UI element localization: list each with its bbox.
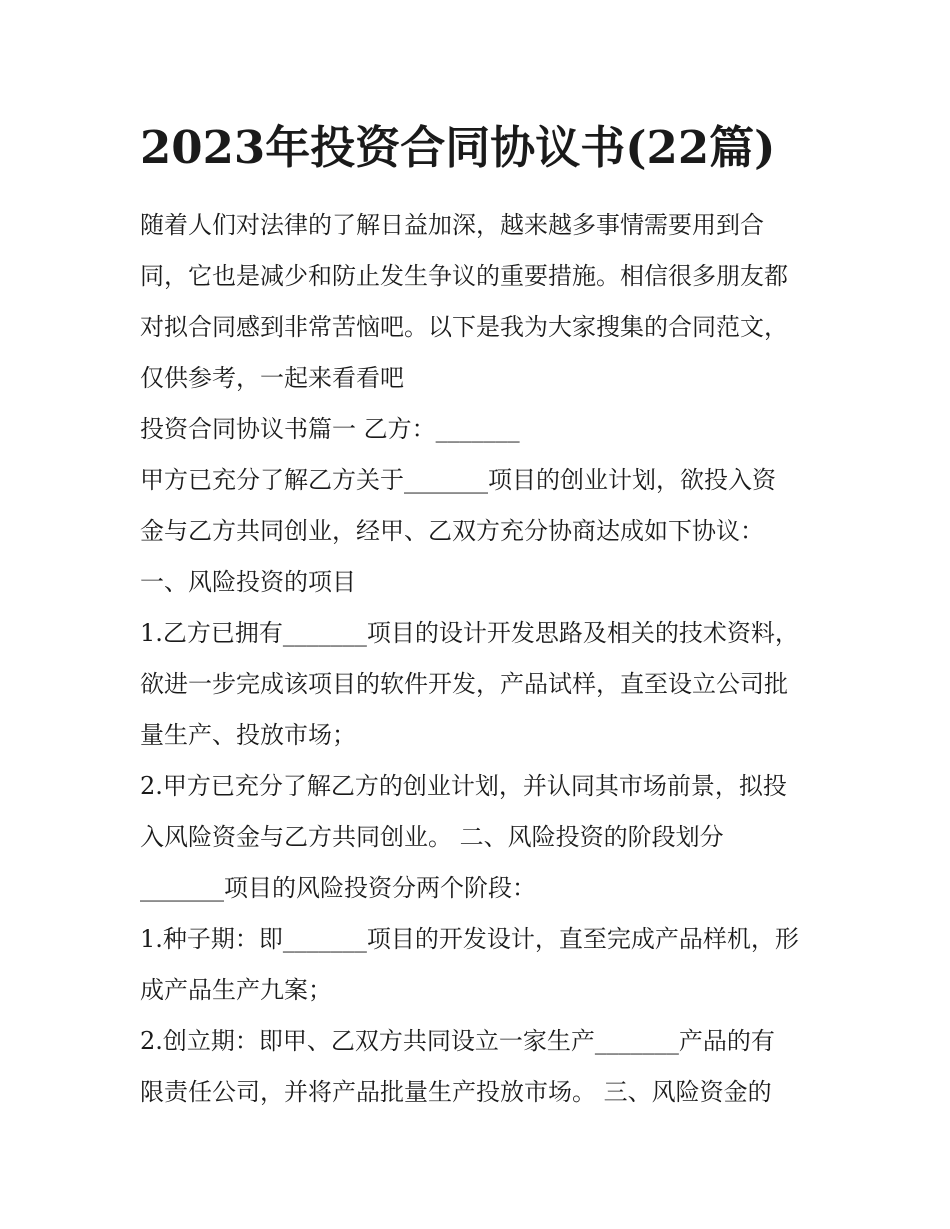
document-body [140, 200, 820, 1118]
body-line: 甲方已充分了解乙方关于_______项目的创业计划，欲投入资 [140, 466, 776, 494]
body-line: 量生产、投放市场； [140, 721, 356, 749]
body-line: 金与乙方共同创业，经甲、乙双方充分协商达成如下协议： [140, 517, 764, 545]
section-heading-line: 投资合同协议书篇一 乙方：_______ [140, 415, 520, 443]
document-title: 2023年投资合同协议书(22篇) [140, 121, 776, 174]
body-line: 1.乙方已拥有_______项目的设计开发思路及相关的技术资料， [140, 619, 799, 647]
body-line: 1.种子期：即_______项目的开发设计，直至完成产品样机，形 [140, 925, 799, 953]
body-line: 同，它也是减少和防止发生争议的重要措施。相信很多朋友都 [140, 262, 788, 290]
body-line: 对拟合同感到非常苦恼吧。以下是我为大家搜集的合同范文， [140, 313, 788, 341]
body-line: 随着人们对法律的了解日益加深，越来越多事情需要用到合 [140, 211, 764, 239]
body-line: 成产品生产九案； [140, 976, 332, 1004]
body-line: 2.甲方已充分了解乙方的创业计划，并认同其市场前景，拟投 [140, 772, 787, 800]
section-heading-line: 一、风险投资的项目 [140, 568, 356, 596]
body-line: 仅供参考，一起来看看吧 [140, 364, 404, 392]
body-line: 欲进一步完成该项目的软件开发，产品试样，直至设立公司批 [140, 670, 788, 698]
body-line: 入风险资金与乙方共同创业。 二、风险投资的阶段划分 [140, 823, 724, 851]
body-line: _______项目的风险投资分两个阶段： [140, 874, 536, 902]
body-line: 限责任公司，并将产品批量生产投放市场。 三、风险资金的 [140, 1078, 772, 1106]
body-line: 2.创立期：即甲、乙双方共同设立一家生产_______产品的有 [140, 1027, 775, 1055]
